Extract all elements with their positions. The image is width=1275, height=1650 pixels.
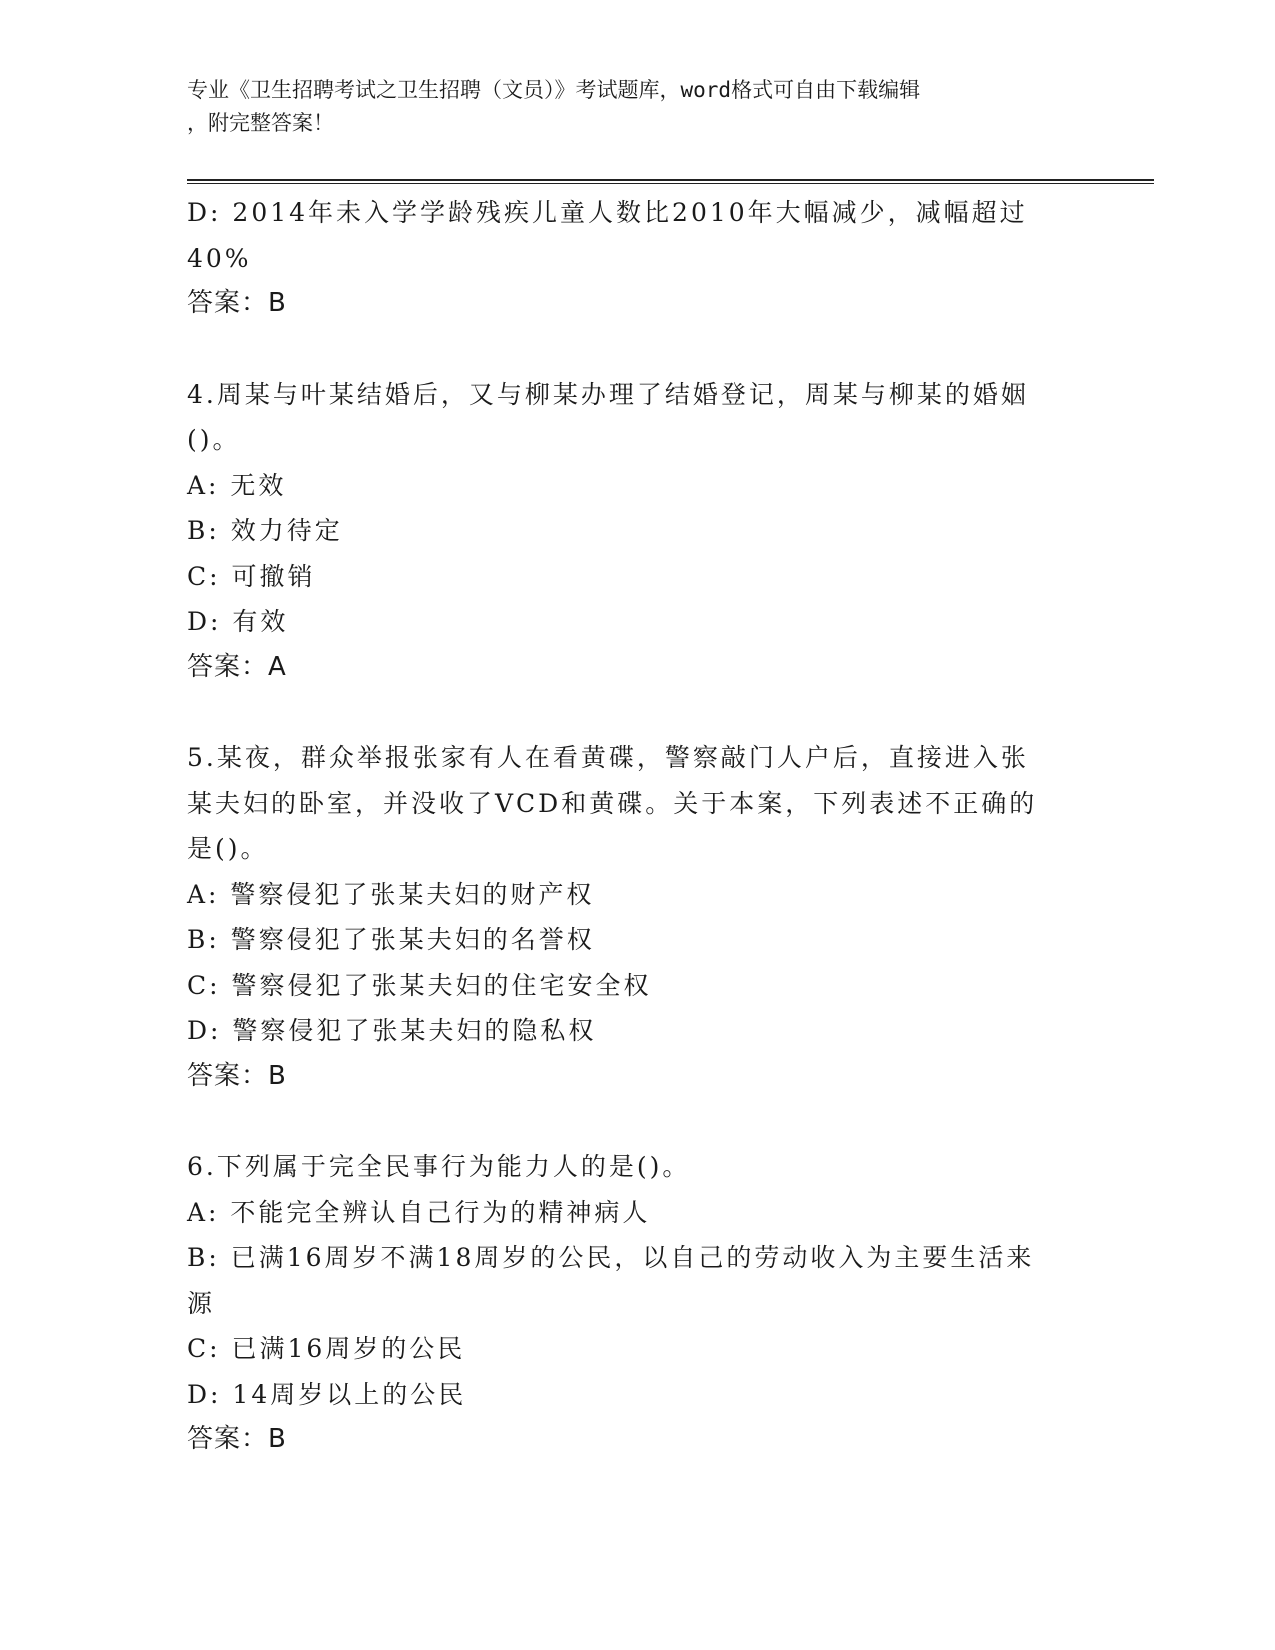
header-divider [187, 179, 1154, 184]
option-a: A: 警察侵犯了张某夫妇的财产权 [187, 879, 595, 909]
option-b: B: 效力待定 [187, 516, 343, 545]
question-5 [187, 735, 1087, 1099]
option-d: D: 有效 [187, 607, 289, 636]
continued-question [187, 190, 1087, 327]
option-c: C: 可撤销 [187, 561, 316, 591]
option-b: B: 警察侵犯了张某夫妇的名誉权 [187, 925, 595, 954]
question-stem: 是()。 [187, 834, 269, 863]
document-body [187, 190, 1087, 1463]
answer: 答案：A [187, 651, 287, 682]
question-stem: ()。 [187, 425, 241, 454]
option-c: C: 已满16周岁的公民 [187, 1334, 466, 1363]
option-d: D: 14周岁以上的公民 [187, 1379, 467, 1409]
question-4 [187, 372, 1087, 691]
question-stem: 6.下列属于完全民事行为能力人的是()。 [187, 1152, 691, 1181]
page-header [187, 74, 1087, 140]
option-b-continued: 源 [187, 1288, 216, 1318]
question-stem: 5.某夜，群众举报张家有人在看黄碟，警察敲门人户后，直接进入张 [187, 743, 1029, 772]
spacer [187, 327, 1087, 372]
option-b: B: 已满16周岁不满18周岁的公民，以自己的劳动收入为主要生活来 [187, 1243, 1035, 1272]
question-stem: 4.周某与叶某结婚后，又与柳某办理了结婚登记，周某与柳某的婚姻 [187, 379, 1029, 409]
option-a: A: 不能完全辨认自己行为的精神病人 [187, 1197, 651, 1227]
option-c: C: 警察侵犯了张某夫妇的住宅安全权 [187, 970, 652, 1000]
spacer [187, 1099, 1087, 1144]
header-line-1: 专业《卫生招聘考试之卫生招聘（文员）》考试题库，word格式可自由下载编辑 [187, 78, 921, 102]
option-d: D: 2014年未入学学龄残疾儿童人数比2010年大幅减少，减幅超过 [187, 198, 1028, 227]
answer: 答案：B [187, 288, 287, 318]
option-a: A: 无效 [187, 470, 287, 500]
question-6 [187, 1144, 1087, 1463]
option-d-continued: 40% [187, 243, 252, 273]
spacer [187, 690, 1087, 735]
option-d: D: 警察侵犯了张某夫妇的隐私权 [187, 1016, 597, 1045]
header-line-2: ，附完整答案！ [187, 111, 334, 135]
question-stem: 某夫妇的卧室，并没收了VCD和黄碟。关于本案，下列表述不正确的 [187, 788, 1038, 818]
answer: 答案：B [187, 1060, 287, 1091]
answer: 答案：B [187, 1424, 287, 1454]
